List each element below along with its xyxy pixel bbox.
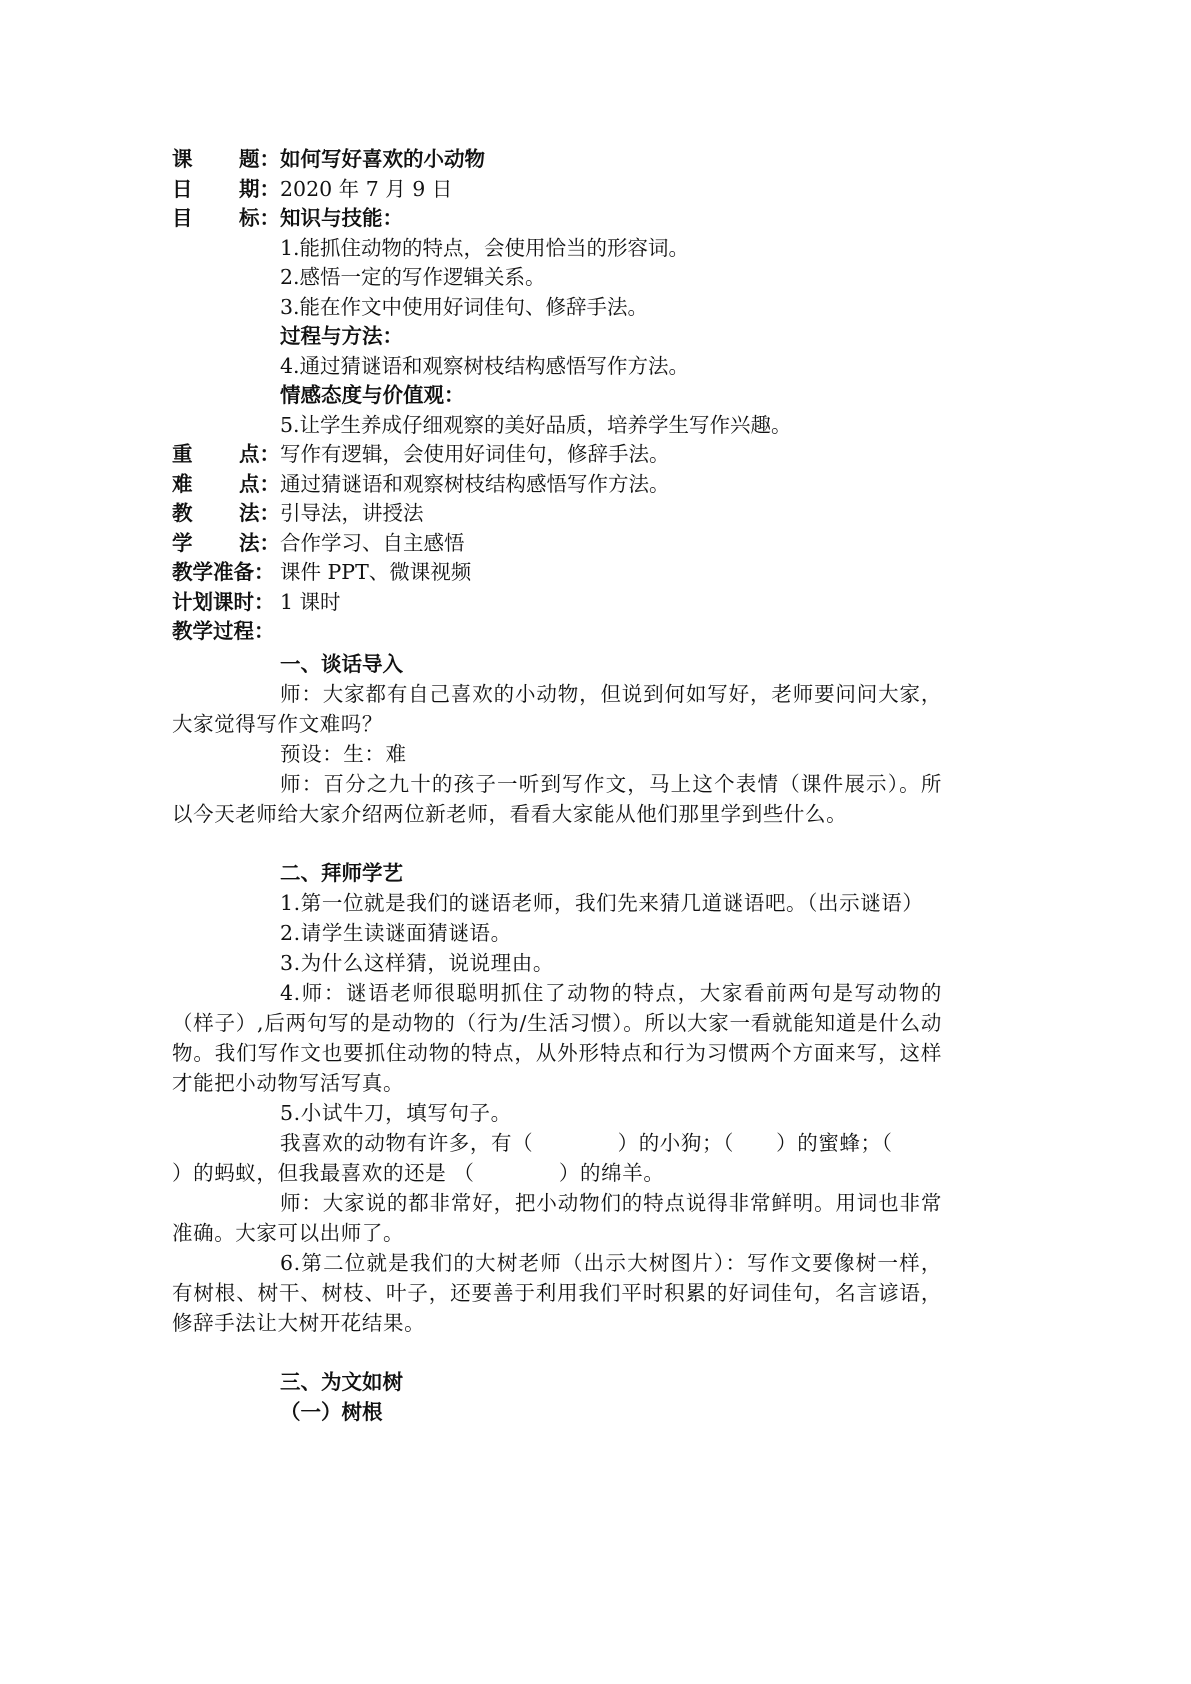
date-label	[172, 175, 280, 205]
label-char: 法：	[239, 530, 280, 555]
label-char: 教	[172, 501, 193, 525]
key-point-value: 写作有逻辑，会使用好词佳句，修辞手法。	[280, 442, 670, 466]
spacer	[172, 829, 952, 858]
section2-paragraph: 3.为什么这样猜，说说理由。	[280, 950, 554, 975]
goal-item-1: 1.能抓住动物的特点，会使用恰当的形容词。	[280, 235, 690, 260]
label-char: 期：	[239, 176, 280, 201]
section3-subheading: （一）树根	[280, 1399, 383, 1424]
learning-method-row	[172, 529, 952, 559]
section2-paragraph: 师：大家说的都非常好，把小动物们的特点说得非常鲜明。用词也非常准确。大家可以出师了。	[172, 1190, 942, 1245]
difficulty-label	[172, 470, 280, 500]
fill-in-sentence-line1: 我喜欢的动物有许多，有（ ）的小狗；（ ）的蜜蜂；（	[280, 1130, 893, 1155]
preparation-row	[172, 558, 952, 588]
label-char: 难	[172, 471, 193, 496]
section2-paragraph: 6.第二位就是我们的大树老师（出示大树图片）：写作文要像树一样，有树根、树干、树枝、叶子，还要善于利用我们平时积累的好词佳句，名言谚语，修辞手法让大树开花结果。	[172, 1250, 942, 1335]
date-value: 2020 年 7 月 9 日	[280, 176, 453, 201]
learning-method-label	[172, 529, 280, 559]
goals-label	[172, 204, 280, 234]
label-char: 法：	[239, 501, 280, 525]
label-char: 日	[172, 176, 193, 201]
teaching-method-row	[172, 499, 952, 529]
section2-paragraph: 1.第一位就是我们的谜语老师，我们先来猜几道谜语吧。（出示谜语）	[280, 890, 924, 915]
section1-paragraph: 师：百分之九十的孩子一听到写作文，马上这个表情（课件展示）。所以今天老师给大家介绍两位新老师，看看大家能从他们那里学到些什么。	[172, 771, 942, 826]
spacer	[172, 1338, 952, 1367]
label-char: 题：	[239, 147, 280, 171]
preparation-label: 教学准备：	[172, 560, 275, 584]
section2-title: 二、拜师学艺	[280, 860, 403, 885]
label-char: 重	[172, 442, 193, 466]
goals-row	[172, 204, 952, 234]
goal-emotion-heading: 情感态度与价值观：	[280, 383, 465, 407]
learning-method-value: 合作学习、自主感悟	[280, 530, 465, 555]
goal-item-2: 2.感悟一定的写作逻辑关系。	[280, 265, 546, 289]
label-char: 课	[172, 147, 193, 171]
section2-paragraph: 2.请学生读谜面猜谜语。	[280, 920, 512, 945]
goals-knowledge-heading: 知识与技能：	[280, 206, 403, 230]
preparation-value: 课件 PPT、微课视频	[280, 560, 472, 584]
label-char: 标：	[239, 206, 280, 230]
topic-label	[172, 145, 280, 175]
process-row	[172, 617, 952, 647]
section1-paragraph: 师：大家都有自己喜欢的小动物，但说到何如写好，老师要问问大家，大家觉得写作文难吗？	[172, 681, 942, 736]
fill-in-sentence-line2: ）的蚂蚁，但我最喜欢的还是 （ ）的绵羊。	[172, 1160, 665, 1185]
hours-value: 1 课时	[280, 589, 341, 614]
label-char: 点：	[239, 442, 280, 466]
difficulty-row	[172, 470, 952, 500]
key-point-label	[172, 440, 280, 470]
key-point-row	[172, 440, 952, 470]
hours-label: 计划课时：	[172, 589, 275, 614]
section3-title: 三、为文如树	[280, 1369, 403, 1394]
section1-title: 一、谈话导入	[280, 651, 403, 676]
topic-row	[172, 145, 952, 175]
label-char: 目	[172, 206, 193, 230]
section2-paragraph: 4.师：谜语老师很聪明抓住了动物的特点，大家看前两句是写动物的（样子）,后两句写的是动物的（行为/生活习惯）。所以大家一看就能知道是什么动物。我们写作文也要抓住动物的特点，从外形特点和行为习惯两个方面来写，这样才能把小动物写活写真。	[172, 980, 942, 1095]
difficulty-value: 通过猜谜语和观察树枝结构感悟写作方法。	[280, 471, 670, 496]
section1-paragraph: 预设：生：难	[280, 741, 407, 766]
label-char: 学	[172, 530, 193, 555]
label-char: 点：	[239, 471, 280, 496]
goal-process-heading: 过程与方法：	[280, 324, 403, 348]
process-label: 教学过程：	[172, 619, 275, 643]
hours-row	[172, 588, 952, 618]
teaching-method-value: 引导法，讲授法	[280, 501, 424, 525]
teaching-method-label	[172, 499, 280, 529]
topic-value: 如何写好喜欢的小动物	[280, 147, 485, 171]
date-row	[172, 175, 952, 205]
goal-item-3: 3.能在作文中使用好词佳句、修辞手法。	[280, 294, 649, 319]
lesson-plan-page	[172, 145, 952, 1427]
goal-item-5: 5.让学生养成仔细观察的美好品质，培养学生写作兴趣。	[280, 412, 792, 437]
section2-paragraph: 5.小试牛刀，填写句子。	[280, 1100, 512, 1125]
goal-item-4: 4.通过猜谜语和观察树枝结构感悟写作方法。	[280, 353, 690, 378]
